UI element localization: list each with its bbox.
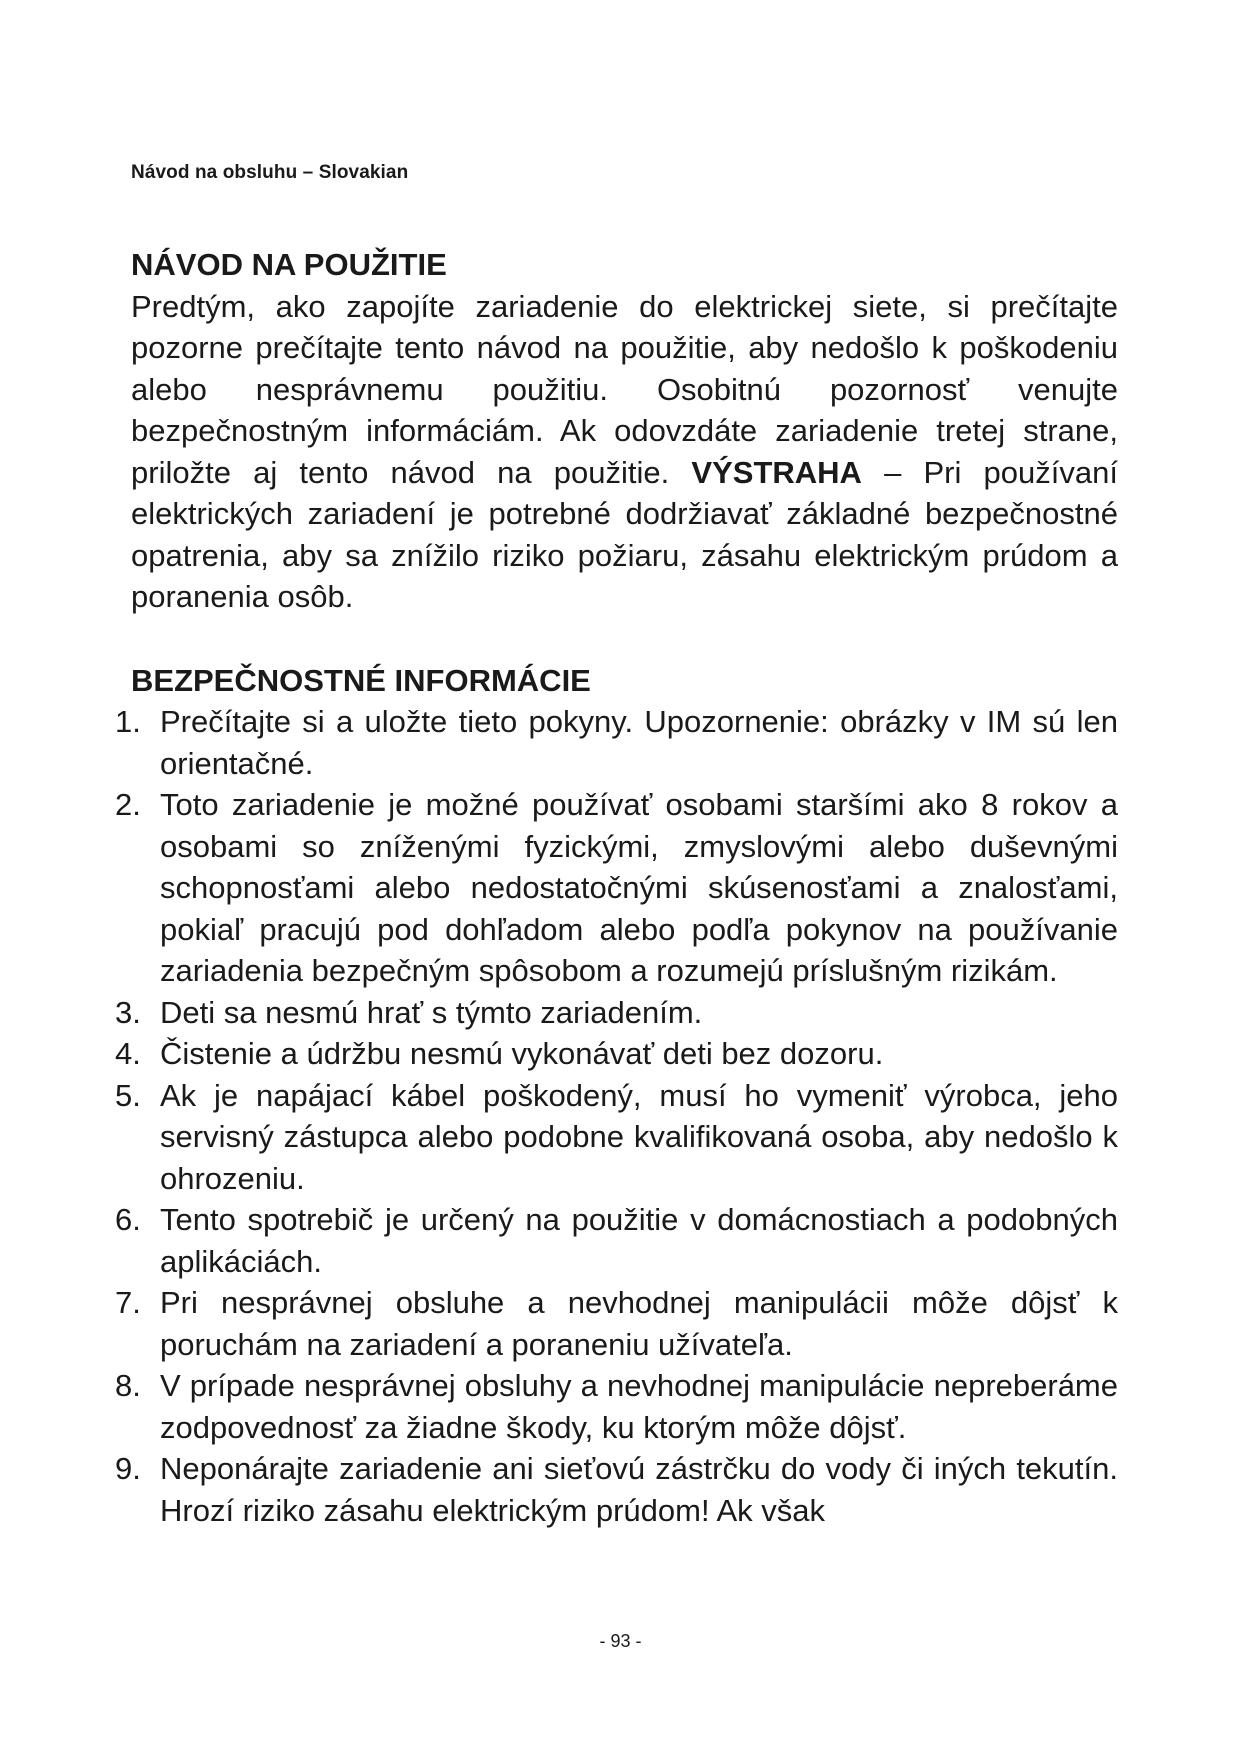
- list-item-text: Neponárajte zariadenie ani sieťovú zástrčku do vody či iných tekutín. Hrozí riziko zásahu elektrickým prúdom! Ak však: [160, 1451, 1118, 1528]
- running-header: Návod na obsluhu – Slovakian: [131, 162, 409, 183]
- list-item-number: 9.: [115, 1451, 141, 1486]
- list-item-text: Pri nesprávnej obsluhe a nevhodnej manipulácii môže dôjsť k poruchám na zariadení a poraneniu užívateľa.: [160, 1285, 1118, 1362]
- list-item-number: 8.: [115, 1368, 141, 1403]
- list-item: [115, 1033, 1118, 1075]
- list-item-text: Tento spotrebič je určený na použitie v domácnostiach a podobných aplikáciách.: [160, 1202, 1118, 1279]
- section-heading-safety: BEZPEČNOSTNÉ INFORMÁCIE: [131, 662, 591, 698]
- intro-text: Predtým, ako zapojíte zariadenie do elektrickej siete, si prečítajte pozorne prečítajte tento návod na použitie, aby nedošlo k poškodeniu alebo nesprávnemu použitiu. Osobitnú pozornosť venujte bezpečnostným informáciám. Ak odovzdáte zariadenie tretej strane, priložte aj tento návod na použitie.: [131, 288, 1118, 490]
- section-spacer: [131, 618, 1118, 660]
- page-number: - 93 -: [599, 1631, 642, 1651]
- warning-text: – Pri používaní elektrických zariadení je potrebné dodržiavať základné bezpečnostné opatrenia, aby sa znížilo riziko požiaru, zásahu elektrickým prúdom a poranenia osôb.: [131, 454, 1118, 614]
- section-heading-usage: NÁVOD NA POUŽITIE: [131, 247, 447, 282]
- list-item: [115, 1448, 1118, 1531]
- list-item: [115, 1365, 1118, 1448]
- list-item-number: 3.: [115, 994, 141, 1030]
- list-item-number: 4.: [115, 1036, 141, 1071]
- list-item-text: Čistenie a údržbu nesmú vykonávať deti bez dozoru.: [160, 1036, 884, 1071]
- list-item-text: Deti sa nesmú hrať s týmto zariadením.: [160, 994, 703, 1030]
- list-item: [115, 992, 1118, 1034]
- list-item: [115, 1199, 1118, 1282]
- list-item-text: Ak je napájací kábel poškodený, musí ho vymeniť výrobca, jeho servisný zástupca alebo podobne kvalifikovaná osoba, aby nedošlo k ohrozeniu.: [160, 1077, 1118, 1196]
- list-item-number: 1.: [115, 704, 141, 739]
- list-item: [115, 1075, 1118, 1200]
- list-item-number: 2.: [115, 787, 141, 822]
- list-item-number: 5.: [115, 1077, 141, 1113]
- list-item-number: 6.: [115, 1202, 141, 1237]
- intro-paragraph: [131, 286, 1118, 618]
- page-content: [115, 244, 1118, 1531]
- safety-list: [115, 701, 1118, 1531]
- list-item: [115, 701, 1118, 784]
- list-item-number: 7.: [115, 1285, 141, 1320]
- list-item-text: Toto zariadenie je možné používať osobami staršími ako 8 rokov a osobami so zníženými fyzickými, zmyslovými alebo duševnými schopnosťami alebo nedostatočnými skúsenosťami a znalosťami, pokiaľ pracujú pod dohľadom alebo podľa pokynov na používanie zariadenia bezpečným spôsobom a rozumejú príslušným rizikám.: [160, 787, 1118, 988]
- list-item: [115, 1282, 1118, 1365]
- list-item-text: V prípade nesprávnej obsluhy a nevhodnej manipulácie nepreberáme zodpovednosť za žiadne škody, ku ktorým môže dôjsť.: [160, 1368, 1118, 1445]
- list-item-text: Prečítajte si a uložte tieto pokyny. Upozornenie: obrázky v IM sú len orientačné.: [160, 704, 1118, 781]
- warning-label: VÝSTRAHA: [691, 454, 862, 490]
- list-item: [115, 784, 1118, 992]
